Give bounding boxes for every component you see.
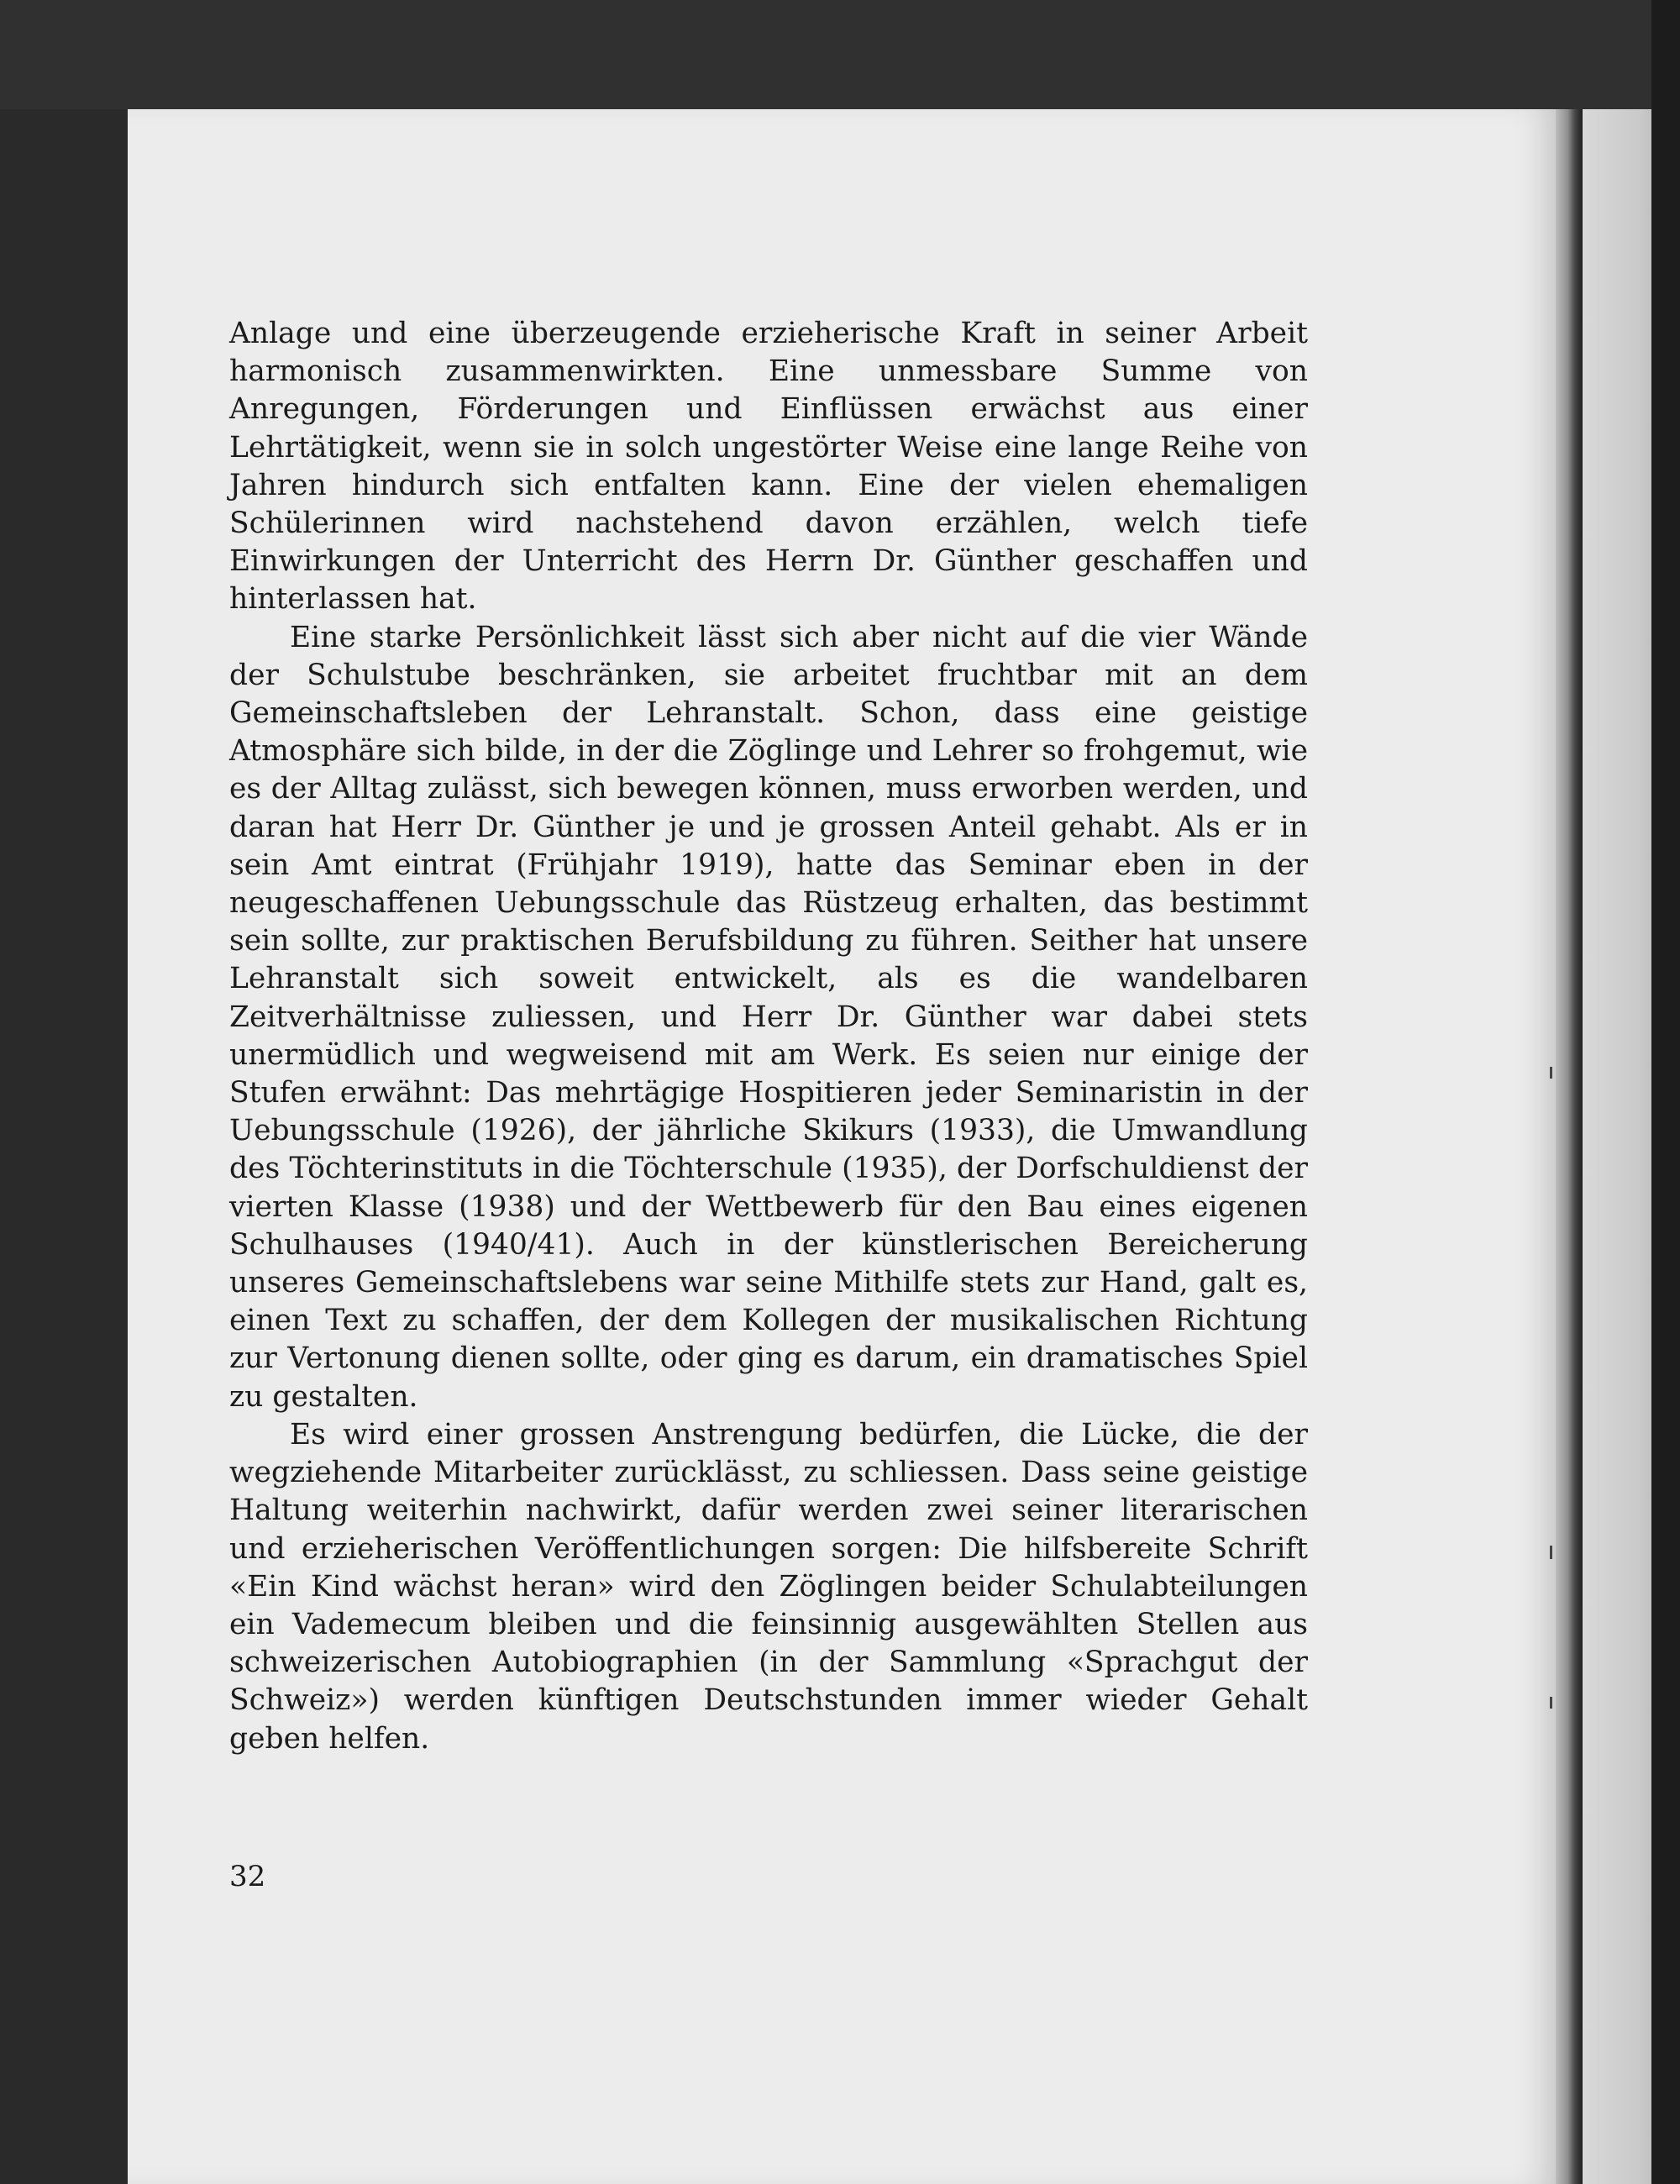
- binding-mark: [1550, 1546, 1552, 1559]
- book-spine: [1556, 109, 1583, 2184]
- paragraph-1: Anlage und eine überzeugende erzieherische Kraft in seiner Arbeit harmonisch zusammenwirkten. Eine unmessbare Summe von Anregungen, Förderungen und Einflüssen erwächst aus einer Lehrtätigkeit, wenn sie in solch ungestörter Weise eine lange Reihe von Jahren hindurch sich entfalten kann. Eine der vielen ehemaligen Schülerinnen wird nachstehend davon erzählen, welch tiefe Einwirkungen der Unterricht des Herrn Dr. Günther geschaffen und hinterlassen hat.: [229, 317, 1308, 617]
- scan-background-top: [0, 0, 1680, 109]
- page-number: 32: [229, 1860, 266, 1893]
- page-text-body: [229, 315, 1308, 1758]
- paragraph-2: Eine starke Persönlichkeit lässt sich aber nicht auf die vier Wände der Schulstube beschränken, sie arbeitet fruchtbar mit an dem Gemeinschaftsleben der Lehranstalt. Schon, dass eine geistige Atmosphäre sich bilde, in der die Zöglinge und Lehrer so frohgemut, wie es der Alltag zulässt, sich bewegen können, muss erworben werden, und daran hat Herr Dr. Günther je und je grossen Anteil gehabt. Als er in sein Amt eintrat (Frühjahr 1919), hatte das Seminar eben in der neugeschaffenen Uebungsschule das Rüstzeug erhalten, das bestimmt sein sollte, zur praktischen Berufsbildung zu führen. Seither hat unsere Lehranstalt sich soweit entwickelt, als es die wandelbaren Zeitverhältnisse zuliessen, und Herr Dr. Günther war dabei stets unermüdlich und wegweisend mit am Werk. Es seien nur einige der Stufen erwähnt: Das mehrtägige Hospitieren jeder Seminaristin in der Uebungsschule (1926), der jährliche Skikurs (1933), die Umwandlung des Töchterinstituts in die Töchterschule (1935), der Dorfschuldienst der vierten Klasse (1938) und der Wettbewerb für den Bau eines eigenen Schulhauses (1940/41). Auch in der künstlerischen Bereicherung unseres Gemeinschaftslebens war seine Mithilfe stets zur Hand, galt es, einen Text zu schaffen, der dem Kollegen der musikalischen Richtung zur Vertonung dienen sollte, oder ging es darum, ein dramatisches Spiel zu gestalten.: [229, 620, 1308, 1414]
- scan-background-right: [1651, 0, 1680, 2184]
- binding-mark: [1550, 1067, 1552, 1079]
- binding-mark: [1550, 1697, 1552, 1709]
- paragraph-3: Es wird einer grossen Anstrengung bedürfen, die Lücke, die der wegziehende Mitarbeiter zurücklässt, zu schliessen. Dass seine geistige Haltung weiterhin nachwirkt, dafür werden zwei seiner literarischen und erzieherischen Veröffentlichungen sorgen: Die hilfsbereite Schrift «Ein Kind wächst heran» wird den Zöglingen beider Schulabteilungen ein Vademecum bleiben und die feinsinnig ausgewählten Stellen aus schweizerischen Autobiographien (in der Sammlung «Sprachgut der Schweiz») werden künftigen Deutschstunden immer wieder Gehalt geben helfen.: [229, 1417, 1308, 1756]
